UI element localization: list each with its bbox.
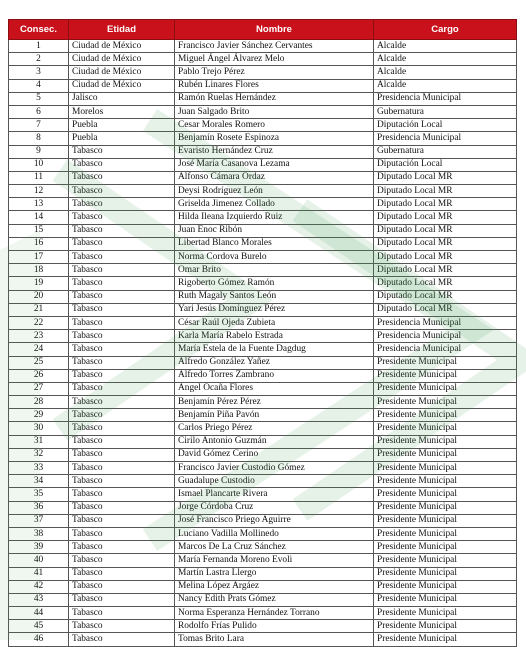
row-consec: 22 [9,316,69,329]
row-etidad: Tabasco [69,264,175,277]
row-cargo: Alcalde [374,79,517,92]
row-consec: 27 [9,382,69,395]
row-consec: 38 [9,527,69,540]
row-nombre: Rigoberto Gómez Ramón [175,277,374,290]
row-consec: 14 [9,211,69,224]
table-row [9,251,517,264]
table-row [9,475,517,488]
table-row [9,185,517,198]
row-etidad: Ciudad de México [69,66,175,79]
row-cargo: Presidente Municipal [374,382,517,395]
row-nombre: Omar Brito [175,264,374,277]
row-consec: 24 [9,343,69,356]
row-cargo: Alcalde [374,40,517,53]
row-nombre: Yari Jesús Domínguez Pérez [175,303,374,316]
table-row [9,356,517,369]
row-cargo: Presidente Municipal [374,527,517,540]
row-cargo: Diputado Local MR [374,237,517,250]
row-nombre: David Gómez Cerino [175,448,374,461]
row-consec: 40 [9,554,69,567]
row-consec: 3 [9,66,69,79]
row-nombre: Alfonso Cámara Ordaz [175,171,374,184]
table-row [9,237,517,250]
row-nombre: Benjamín Rosete Espinoza [175,132,374,145]
row-nombre: Ismael Plancarte Rivera [175,488,374,501]
row-nombre: Juan Salgado Brito [175,105,374,118]
row-cargo: Presidente Municipal [374,488,517,501]
row-consec: 36 [9,501,69,514]
table-row [9,396,517,409]
row-nombre: Deysi Rodríguez León [175,185,374,198]
row-cargo: Diputado Local MR [374,251,517,264]
table-row [9,448,517,461]
row-etidad: Tabasco [69,330,175,343]
row-consec: 2 [9,53,69,66]
table-row [9,198,517,211]
table-row [9,462,517,475]
row-nombre: María Estela de la Fuente Dagdug [175,343,374,356]
row-cargo: Presidente Municipal [374,409,517,422]
row-consec: 12 [9,185,69,198]
row-nombre: Benjamín Pérez Pérez [175,396,374,409]
row-nombre: Nancy Edith Prats Gómez [175,593,374,606]
row-nombre: Rodolfo Frías Pulido [175,620,374,633]
row-consec: 29 [9,409,69,422]
row-etidad: Tabasco [69,554,175,567]
row-cargo: Presidente Municipal [374,580,517,593]
row-etidad: Tabasco [69,277,175,290]
row-consec: 21 [9,303,69,316]
row-etidad: Tabasco [69,251,175,264]
row-etidad: Ciudad de México [69,40,175,53]
table-row [9,435,517,448]
table-row [9,554,517,567]
table-row [9,171,517,184]
row-cargo: Diputado Local MR [374,198,517,211]
row-nombre: Luciano Vadilla Mollinedo [175,527,374,540]
table-row [9,330,517,343]
row-cargo: Diputación Local [374,119,517,132]
row-cargo: Alcalde [374,53,517,66]
row-cargo: Presidencia Municipal [374,132,517,145]
table-row [9,488,517,501]
row-etidad: Tabasco [69,382,175,395]
row-etidad: Tabasco [69,316,175,329]
table-row [9,79,517,92]
row-etidad: Jalisco [69,92,175,105]
row-consec: 23 [9,330,69,343]
row-etidad: Puebla [69,132,175,145]
row-consec: 26 [9,369,69,382]
candidates-table [8,19,517,647]
row-etidad: Tabasco [69,527,175,540]
row-consec: 1 [9,40,69,53]
table-row [9,316,517,329]
row-cargo: Presidente Municipal [374,356,517,369]
row-consec: 41 [9,567,69,580]
row-consec: 19 [9,277,69,290]
table-row [9,382,517,395]
row-etidad: Tabasco [69,145,175,158]
row-etidad: Tabasco [69,462,175,475]
table-row [9,501,517,514]
row-etidad: Puebla [69,119,175,132]
row-etidad: Tabasco [69,422,175,435]
row-cargo: Diputado Local MR [374,277,517,290]
row-cargo: Presidente Municipal [374,554,517,567]
row-nombre: Guadalupe Custodio [175,475,374,488]
row-consec: 25 [9,356,69,369]
row-cargo: Diputación Local [374,158,517,171]
row-consec: 34 [9,475,69,488]
row-cargo: Presidente Municipal [374,462,517,475]
table-row [9,541,517,554]
row-cargo: Presidente Municipal [374,514,517,527]
table-row [9,580,517,593]
row-etidad: Tabasco [69,475,175,488]
row-cargo: Presidencia Municipal [374,343,517,356]
row-consec: 9 [9,145,69,158]
row-nombre: Pablo Trejo Pérez [175,66,374,79]
table-row [9,132,517,145]
row-etidad: Tabasco [69,501,175,514]
row-consec: 16 [9,237,69,250]
row-etidad: Tabasco [69,567,175,580]
row-cargo: Presidente Municipal [374,633,517,646]
row-cargo: Gubernatura [374,105,517,118]
row-consec: 39 [9,541,69,554]
row-consec: 20 [9,290,69,303]
row-etidad: Tabasco [69,409,175,422]
row-consec: 35 [9,488,69,501]
row-cargo: Presidente Municipal [374,396,517,409]
row-nombre: Cesar Morales Romero [175,119,374,132]
table-row [9,264,517,277]
table-row [9,119,517,132]
row-cargo: Presidente Municipal [374,501,517,514]
row-consec: 17 [9,251,69,264]
row-etidad: Tabasco [69,356,175,369]
row-nombre: Norma Cordova Burelo [175,251,374,264]
row-consec: 18 [9,264,69,277]
row-nombre: Karla María Rabelo Estrada [175,330,374,343]
header-nombre: Nombre [175,20,374,40]
row-nombre: Alfredo Torres Zambrano [175,369,374,382]
row-consec: 10 [9,158,69,171]
row-etidad: Tabasco [69,369,175,382]
row-nombre: Juan Enoc Ribón [175,224,374,237]
row-etidad: Tabasco [69,396,175,409]
row-nombre: Angel Ocaña Flores [175,382,374,395]
row-etidad: Ciudad de México [69,53,175,66]
header-etidad: Etidad [69,20,175,40]
row-cargo: Gubernatura [374,145,517,158]
table-row [9,40,517,53]
row-cargo: Presidente Municipal [374,620,517,633]
row-nombre: Marcos De La Cruz Sánchez [175,541,374,554]
row-cargo: Presidente Municipal [374,369,517,382]
row-nombre: Melina López Argáez [175,580,374,593]
table-row [9,620,517,633]
row-nombre: Francisco Javier Sánchez Cervantes [175,40,374,53]
row-consec: 4 [9,79,69,92]
row-etidad: Tabasco [69,158,175,171]
table-row [9,567,517,580]
table-row [9,145,517,158]
row-nombre: Jorge Córdoba Cruz [175,501,374,514]
row-cargo: Presidente Municipal [374,567,517,580]
row-nombre: Benjamín Piña Pavón [175,409,374,422]
table-row [9,53,517,66]
row-cargo: Diputado Local MR [374,171,517,184]
row-cargo: Presidencia Municipal [374,330,517,343]
table-row [9,277,517,290]
row-cargo: Presidente Municipal [374,422,517,435]
row-consec: 11 [9,171,69,184]
table-header [9,20,517,40]
table-row [9,422,517,435]
row-nombre: Miguel Ángel Álvarez Melo [175,53,374,66]
row-nombre: María Fernanda Moreno Evoli [175,554,374,567]
row-cargo: Diputado Local MR [374,211,517,224]
table-row [9,66,517,79]
row-nombre: Norma Esperanza Hernández Torrano [175,607,374,620]
row-etidad: Tabasco [69,185,175,198]
row-cargo: Diputado Local MR [374,224,517,237]
row-etidad: Tabasco [69,198,175,211]
row-consec: 28 [9,396,69,409]
row-consec: 8 [9,132,69,145]
row-nombre: José María Casanova Lezama [175,158,374,171]
row-consec: 5 [9,92,69,105]
row-etidad: Tabasco [69,448,175,461]
row-consec: 46 [9,633,69,646]
row-nombre: Ramón Ruelas Hernández [175,92,374,105]
row-nombre: Cirilo Antonio Guzmán [175,435,374,448]
row-consec: 33 [9,462,69,475]
table-row [9,593,517,606]
row-nombre: Carlos Priego Pérez [175,422,374,435]
row-consec: 42 [9,580,69,593]
row-etidad: Tabasco [69,633,175,646]
row-nombre: José Francisco Priego Aguirre [175,514,374,527]
row-cargo: Diputado Local MR [374,290,517,303]
row-etidad: Tabasco [69,514,175,527]
row-nombre: Francisco Javier Custodio Gómez [175,462,374,475]
row-etidad: Tabasco [69,290,175,303]
header-cargo: Cargo [374,20,517,40]
row-consec: 15 [9,224,69,237]
table-row [9,92,517,105]
row-etidad: Ciudad de México [69,79,175,92]
row-nombre: Libertad Blanco Morales [175,237,374,250]
row-etidad: Tabasco [69,620,175,633]
row-cargo: Presidente Municipal [374,607,517,620]
table-body [9,40,517,647]
row-etidad: Tabasco [69,435,175,448]
row-etidad: Tabasco [69,607,175,620]
row-nombre: Evaristo Hernández Cruz [175,145,374,158]
table-row [9,514,517,527]
row-cargo: Presidente Municipal [374,593,517,606]
row-consec: 7 [9,119,69,132]
row-etidad: Tabasco [69,541,175,554]
row-etidad: Tabasco [69,593,175,606]
row-nombre: Rubén Linares Flores [175,79,374,92]
row-nombre: Tomas Brito Lara [175,633,374,646]
row-cargo: Alcalde [374,66,517,79]
row-nombre: Martín Lastra Llergo [175,567,374,580]
row-etidad: Tabasco [69,488,175,501]
table-row [9,409,517,422]
row-consec: 13 [9,198,69,211]
table-row [9,224,517,237]
row-consec: 44 [9,607,69,620]
row-nombre: Hilda Ileana Izquierdo Ruiz [175,211,374,224]
header-row [9,20,517,40]
row-cargo: Presidente Municipal [374,541,517,554]
table-row [9,369,517,382]
table-row [9,607,517,620]
row-etidad: Tabasco [69,343,175,356]
row-etidad: Tabasco [69,224,175,237]
table-row [9,343,517,356]
row-consec: 32 [9,448,69,461]
row-nombre: Alfredo González Yañez [175,356,374,369]
table-row [9,211,517,224]
table-row [9,105,517,118]
row-consec: 30 [9,422,69,435]
row-cargo: Diputado Local MR [374,264,517,277]
row-cargo: Presidencia Municipal [374,92,517,105]
table-row [9,290,517,303]
row-nombre: César Raúl Ojeda Zubieta [175,316,374,329]
header-consec: Consec. [9,20,69,40]
row-etidad: Tabasco [69,303,175,316]
row-cargo: Diputado Local MR [374,185,517,198]
row-etidad: Tabasco [69,237,175,250]
row-consec: 45 [9,620,69,633]
row-etidad: Tabasco [69,580,175,593]
row-cargo: Diputado Local MR [374,303,517,316]
row-consec: 31 [9,435,69,448]
row-consec: 43 [9,593,69,606]
row-consec: 37 [9,514,69,527]
table-row [9,527,517,540]
table-row [9,158,517,171]
row-etidad: Tabasco [69,171,175,184]
row-etidad: Morelos [69,105,175,118]
row-cargo: Presidente Municipal [374,475,517,488]
row-cargo: Presidencia Municipal [374,316,517,329]
row-consec: 6 [9,105,69,118]
row-nombre: Griselda Jimenez Collado [175,198,374,211]
table-row [9,303,517,316]
row-etidad: Tabasco [69,211,175,224]
row-nombre: Ruth Magaly Santos León [175,290,374,303]
row-cargo: Presidente Municipal [374,435,517,448]
row-cargo: Presidente Municipal [374,448,517,461]
